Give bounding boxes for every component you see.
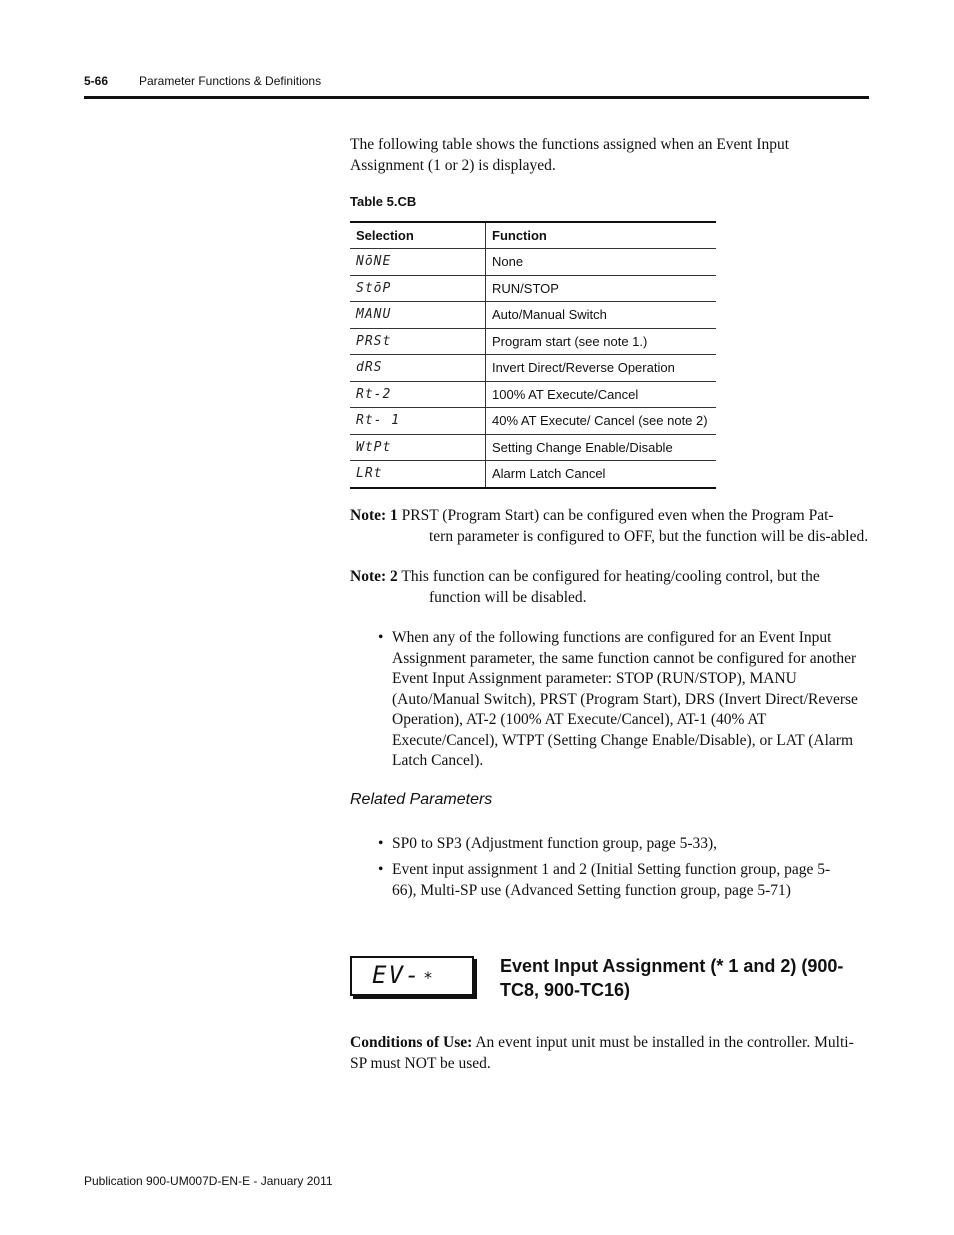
display-star: *	[424, 968, 432, 987]
function-cell: Invert Direct/Reverse Operation	[486, 355, 717, 382]
table-row	[350, 275, 716, 302]
note-1	[350, 506, 869, 547]
function-cell: Setting Change Enable/Disable	[486, 434, 717, 461]
display-indicator	[350, 956, 474, 996]
table-row	[350, 249, 716, 276]
table-row	[350, 381, 716, 408]
bullet-text: When any of the following functions are configured for an Event Input Assignment parameter, the same function cannot be configured for another Event Input Assignment parameter: STOP (RUN/STOP), MANU (Auto/Manual Switch), PRST (Program Start), DRS (Invert Direct/Reverse Operation), AT-2 (100% AT Execute/Cancel), AT-1 (40% AT Execute/Cancel), WTPT (Setting Change Enable/Disable), or LAT (Alarm Latch Cancel).	[392, 629, 858, 769]
function-cell: RUN/STOP	[486, 275, 717, 302]
bullet-icon: •	[378, 861, 384, 878]
note-continuation: tern parameter is configured to OFF, but the function will be dis-abled.	[429, 527, 869, 545]
selection-cell: NōNE	[350, 249, 486, 276]
list-item	[378, 834, 870, 855]
selection-cell: MANU	[350, 302, 486, 329]
table-header-row	[350, 222, 716, 249]
table-row	[350, 434, 716, 461]
function-cell: Alarm Latch Cancel	[486, 461, 717, 488]
selection-cell: dRS	[350, 355, 486, 382]
selection-cell: StōP	[350, 275, 486, 302]
function-cell: Program start (see note 1.)	[486, 328, 717, 355]
related-parameters-heading: Related Parameters	[350, 791, 493, 808]
selection-cell: WtPt	[350, 434, 486, 461]
selection-cell: LRt	[350, 461, 486, 488]
table-row	[350, 408, 716, 435]
column-header-function: Function	[486, 222, 717, 249]
bullet-icon: •	[378, 835, 384, 852]
list-item	[378, 628, 870, 772]
bullet-text: Event input assignment 1 and 2 (Initial Setting function group, page 5-66), Multi-SP use (Advanced Setting function group, page 5-71)	[392, 861, 831, 899]
section-title: Parameter Functions & Definitions	[139, 74, 322, 88]
note-continuation: function will be disabled.	[429, 588, 587, 606]
function-cell: 40% AT Execute/ Cancel (see note 2)	[486, 408, 717, 435]
table-row	[350, 328, 716, 355]
selection-cell: Rt- 1	[350, 408, 486, 435]
note-text: This function can be configured for heating/cooling control, but the	[401, 568, 820, 585]
selection-table	[350, 221, 716, 489]
note-text: PRST (Program Start) can be configured even when the Program Pat-	[401, 507, 834, 524]
page-number: 5-66	[84, 74, 109, 88]
function-cell: 100% AT Execute/Cancel	[486, 381, 717, 408]
selection-cell: Rt-2	[350, 381, 486, 408]
header-rule	[84, 96, 869, 99]
selection-cell: PRSt	[350, 328, 486, 355]
note-label: Note: 2	[350, 568, 398, 585]
display-code: EV-	[372, 961, 422, 989]
list-item	[378, 860, 848, 901]
note-2	[350, 567, 869, 608]
conditions-label: Conditions of Use:	[350, 1034, 473, 1051]
column-header-selection: Selection	[350, 222, 486, 249]
table-row	[350, 302, 716, 329]
bullet-icon: •	[378, 629, 384, 646]
table-row	[350, 355, 716, 382]
function-cell: None	[486, 249, 717, 276]
intro-paragraph: The following table shows the functions assigned when an Event Input Assignment (1 or 2) is displayed.	[350, 136, 790, 174]
note-label: Note: 1	[350, 507, 398, 524]
bullet-text: SP0 to SP3 (Adjustment function group, page 5-33),	[392, 835, 718, 852]
function-cell: Auto/Manual Switch	[486, 302, 717, 329]
conditions-of-use	[350, 1032, 869, 1074]
table-caption: Table 5.CB	[350, 194, 417, 209]
section-heading: Event Input Assignment (* 1 and 2) (900-TC8, 900-TC16)	[500, 956, 844, 1000]
publication-footer: Publication 900-UM007D-EN-E - January 2011	[84, 1174, 333, 1188]
table-row	[350, 461, 716, 488]
conditions-text: An event input unit must be installed in the controller. Multi-SP must NOT be used.	[350, 1034, 854, 1072]
